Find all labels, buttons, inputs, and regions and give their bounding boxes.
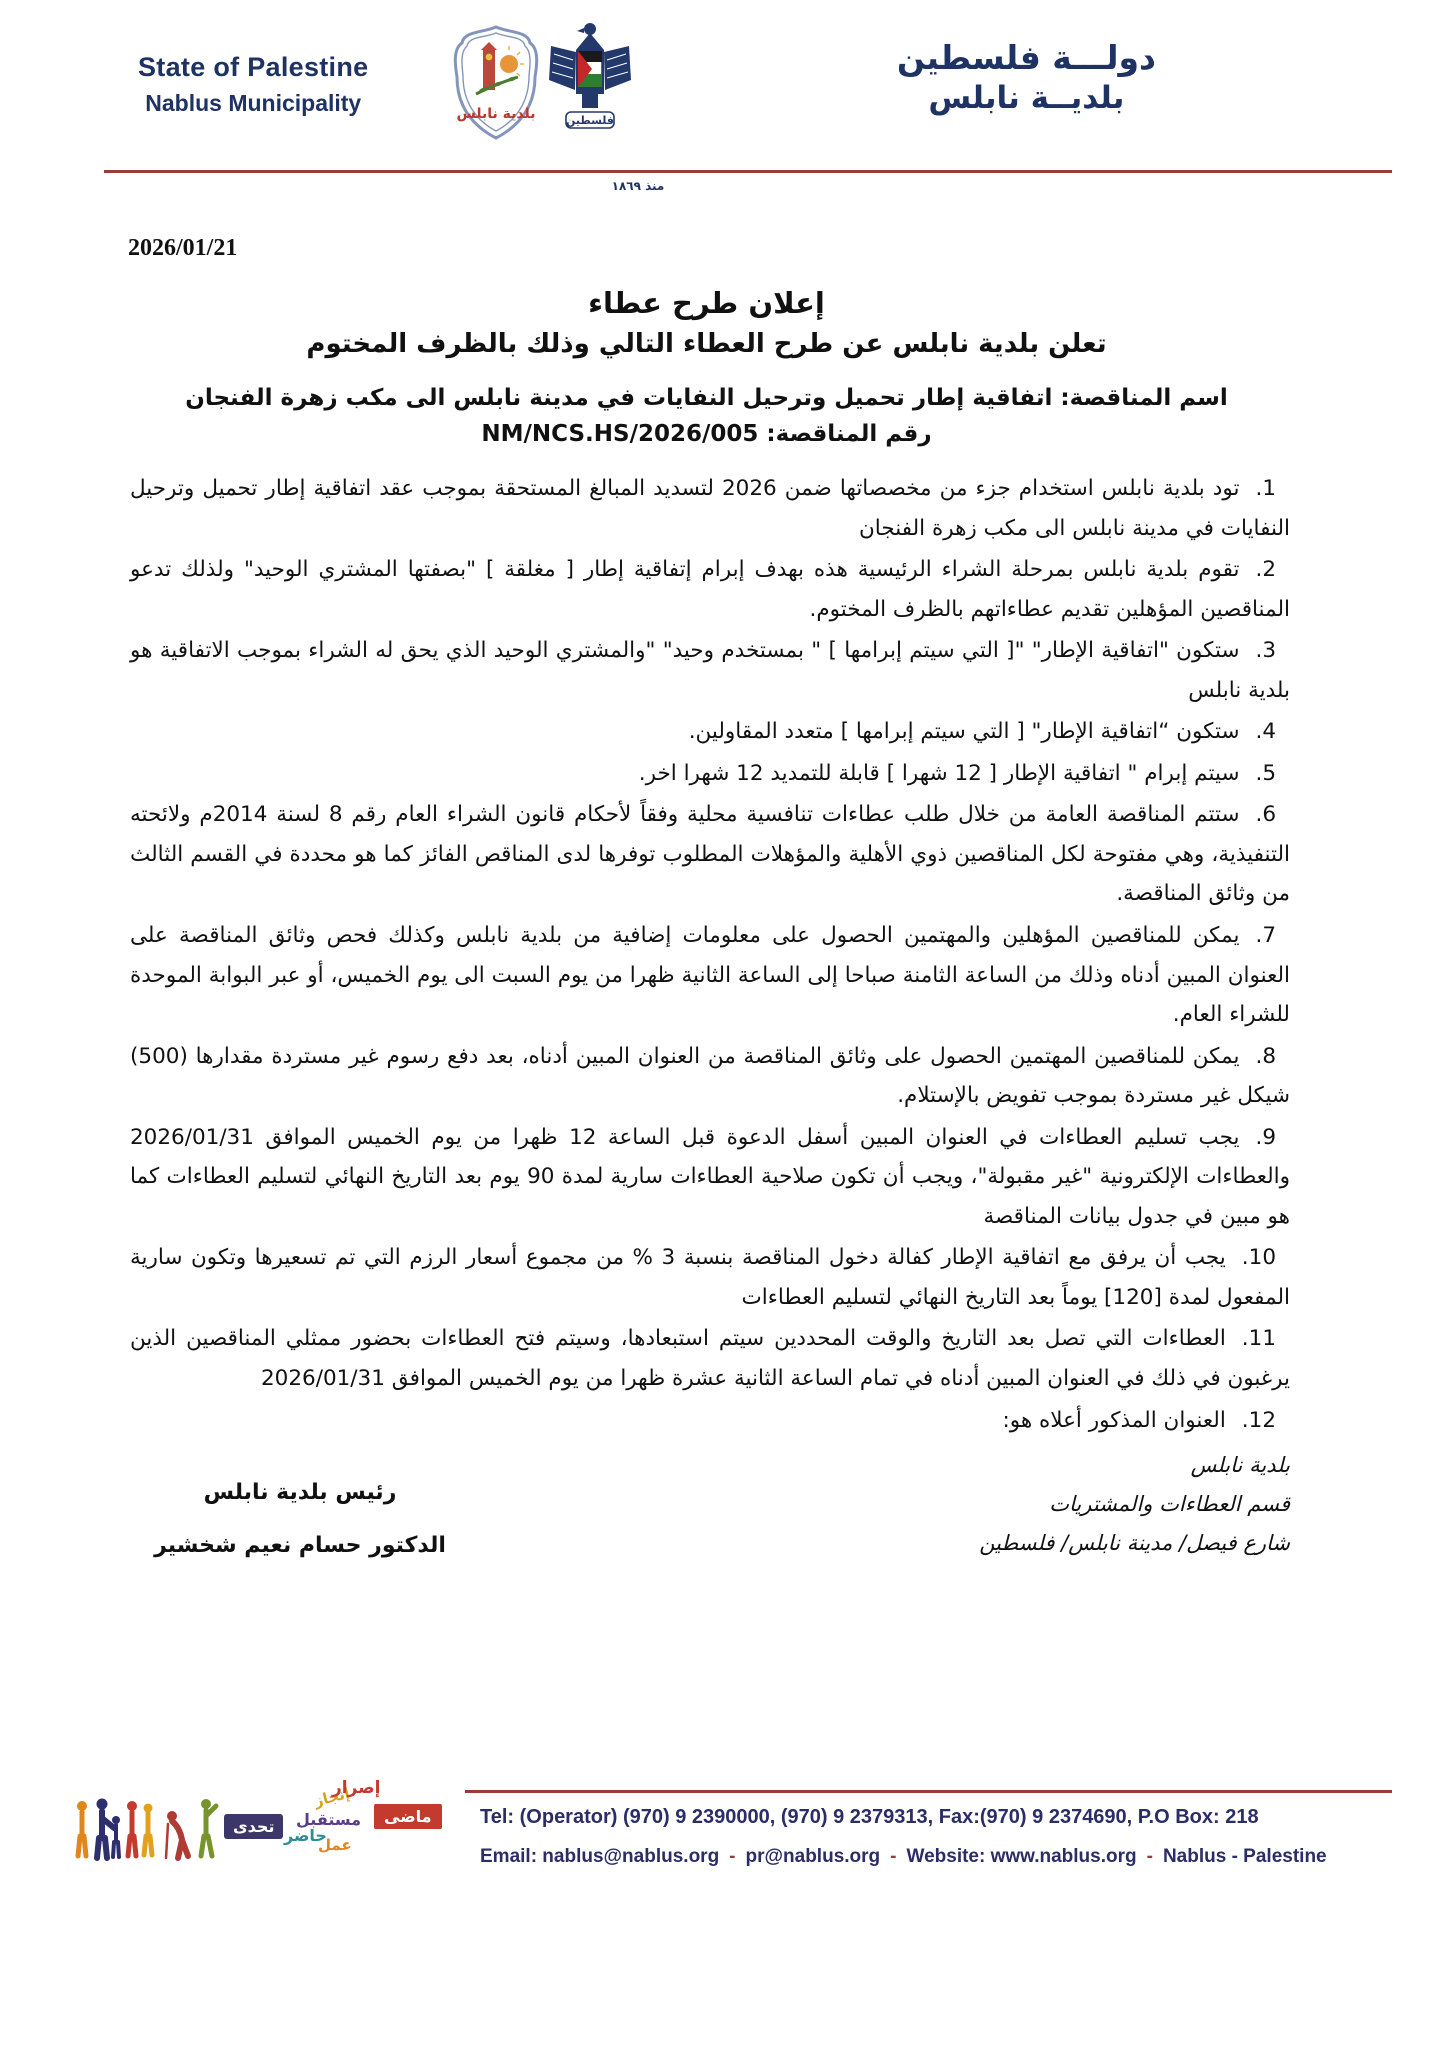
tender-condition-item xyxy=(130,631,1290,710)
letterhead xyxy=(0,0,1448,205)
item-text: يجب تسليم العطاءات في العنوان المبين أسفل الدعوة قبل الساعة 12 ظهرا من يوم الخميس الموافق 2026/01/31 والعطاءات الإلكترونية "غير مقبولة"، ويجب أن تكون صلاحية العطاءات سارية لمدة 90 يوم بعد التاريخ النهائي لتسليم العطاءات كما هو مبين في جدول بيانات المناقصة xyxy=(130,1124,1290,1229)
header-english-block xyxy=(138,52,368,117)
announcement-subtitle: تعلن بلدية نابلس عن طرح العطاء التالي وذلك بالظرف المختوم xyxy=(306,329,1107,359)
values-wordart xyxy=(222,1774,447,1874)
item-text: سيتم إبرام " اتفاقية الإطار [ 12 شهرا ] قابلة للتمديد 12 شهرا اخر. xyxy=(638,760,1240,786)
item-text: ستتم المناقصة العامة من خلال طلب عطاءات تنافسية محلية وفقاً لأحكام قانون الشراء العام رقم 8 لسنة 2014م ولائحته التنفيذية، وهي مفتوحة لكل المناقصين ذوي الأهلية والمؤهلات المطلوب توفرها لدى المناقص الفائز كما هو محددة في القسم الثالث من وثائق المناقصة. xyxy=(130,802,1290,907)
separator: - xyxy=(729,1846,736,1867)
item-text: ستكون "اتفاقية الإطار" "[ التي سيتم إبرامها ] " بمستخدم وحيد" "والمشتري الوحيد الذي يحق له الشراء بموجب الاتفاقية هو بلدية نابلس xyxy=(130,638,1290,703)
since-1869-label: منذ ١٨٦٩ xyxy=(611,179,665,193)
nablus-municipality-seal-icon xyxy=(450,24,542,144)
item-number: 10. xyxy=(1241,1245,1276,1271)
tender-condition-item xyxy=(130,550,1290,629)
item-number: 12. xyxy=(1241,1407,1276,1433)
people-silhouettes-icon xyxy=(72,1794,222,1866)
address-line: شارع فيصل/ مدينة نابلس/ فلسطين xyxy=(979,1530,1290,1555)
coat-caption: فلسطين xyxy=(566,114,614,127)
tender-condition-item xyxy=(130,916,1290,1035)
tender-conditions-list xyxy=(130,469,1290,1440)
state-of-palestine-en: State of Palestine xyxy=(138,52,369,82)
header-divider xyxy=(104,170,1392,173)
tender-condition-item xyxy=(130,1401,1290,1441)
item-number: 6. xyxy=(1255,802,1277,828)
wordart-madi: ماضى xyxy=(374,1804,442,1829)
footer xyxy=(0,1772,1448,1902)
closing-block xyxy=(130,1446,1290,1563)
item-number: 3. xyxy=(1255,638,1276,664)
footer-email-secondary: pr@nablus.org xyxy=(745,1846,881,1867)
announcement-titles xyxy=(130,286,1283,447)
tender-condition-item xyxy=(130,712,1290,752)
tender-name: اسم المناقصة: اتفاقية إطار تحميل وترحيل النفايات في مدينة نابلس الى مكب زهرة الفنجان xyxy=(185,385,1228,411)
wordart-tahadi: تحدى xyxy=(224,1814,283,1839)
item-text: يمكن للمناقصين المؤهلين والمهتمين الحصول على معلومات إضافية من بلدية نابلس وكذلك فحص وثائق المناقصة على العنوان المبين أدناه وذلك من الساعة الثامنة صباحا إلى الساعة الثانية ظهرا من يوم السبت الى يوم الخميس، أو عبر البوابة الموحدة للشراء العام. xyxy=(130,923,1290,1028)
announcement-title: إعلان طرح عطاء xyxy=(588,286,825,320)
item-text: تود بلدية نابلس استخدام جزء من مخصصاتها ضمن 2026 لتسديد المبالغ المستحقة بموجب عقد اتفاقية إطار تحميل وترحيل النفايات في مدينة نابلس الى مكب زهرة الفنجان xyxy=(130,476,1290,541)
separator: - xyxy=(890,1846,897,1867)
wordart-israr: إصرار xyxy=(332,1778,381,1798)
signature-block xyxy=(130,1446,470,1563)
item-number: 9. xyxy=(1255,1124,1276,1150)
tender-condition-item xyxy=(130,1037,1290,1116)
tender-condition-item xyxy=(130,795,1290,914)
item-number: 11. xyxy=(1241,1326,1276,1352)
palestine-coat-of-arms-icon xyxy=(546,18,634,134)
tender-condition-item xyxy=(130,469,1290,548)
tender-condition-item xyxy=(130,1319,1290,1398)
address-line: بلدية نابلس xyxy=(1190,1453,1290,1478)
footer-email-primary: Email: nablus@nablus.org xyxy=(480,1846,720,1867)
item-number: 7. xyxy=(1255,923,1276,949)
item-text: يمكن للمناقصين المهتمين الحصول على وثائق المناقصة من العنوان المبين أدناه، بعد دفع رسوم غير مستردة مقدارها (500) شيكل غير مستردة بموجب تفويض بالإستلام. xyxy=(130,1043,1290,1109)
tender-condition-item xyxy=(130,1238,1290,1317)
item-number: 4. xyxy=(1255,719,1276,745)
footer-divider xyxy=(465,1790,1392,1793)
footer-contact-line xyxy=(480,1846,1327,1868)
item-text: ستكون “اتفاقية الإطار" [ التي سيتم إبرامها ] متعدد المقاولين. xyxy=(688,719,1240,745)
nablus-municipality-ar: بلديــة نابلس xyxy=(928,80,1125,116)
item-text: تقوم بلدية نابلس بمرحلة الشراء الرئيسية هذه بهدف إبرام إتفاقية إطار [ مغلقة ] "بصفتها المشتري الوحيد" ولذلك تدعو المناقصين المؤهلين تقديم عطاءاتهم بالظرف المختوم. xyxy=(130,557,1290,622)
tender-condition-item xyxy=(130,1118,1290,1237)
footer-website: Website: www.nablus.org xyxy=(906,1846,1137,1867)
item-text: العنوان المذكور أعلاه هو: xyxy=(1002,1407,1226,1433)
item-text: يجب أن يرفق مع اتفاقية الإطار كفالة دخول المناقصة بنسبة 3 % من مجموع أسعار الرزم التي تم تسعيرها وتكون سارية المفعول لمدة [120] يوماً بعد التاريخ النهائي لتسليم العطاءات xyxy=(130,1245,1290,1310)
item-number: 5. xyxy=(1255,760,1276,786)
signatory-name: الدكتور حسام نعيم شخشير xyxy=(154,1533,446,1559)
wordart-hader: حاضر xyxy=(284,1826,327,1845)
item-number: 2. xyxy=(1255,557,1276,583)
item-number: 1. xyxy=(1255,476,1276,501)
wordart-amal: عمل xyxy=(318,1836,352,1854)
item-number: 8. xyxy=(1255,1043,1276,1069)
footer-location: Nablus - Palestine xyxy=(1162,1846,1327,1867)
state-of-palestine-ar: دولـــة فلسطين xyxy=(896,38,1156,77)
address-block xyxy=(470,1446,1290,1563)
wordart-mustaqbal: مستقبل xyxy=(296,1810,362,1829)
header-arabic-block xyxy=(897,38,1156,116)
tender-number: رقم المناقصة: NM/NCS.HS/2026/005 xyxy=(481,421,932,447)
tender-condition-item xyxy=(130,754,1290,794)
signatory-title: رئيس بلدية نابلس xyxy=(203,1480,397,1506)
wordart-injaz: إنجاز xyxy=(312,1783,352,1811)
item-text: العطاءات التي تصل بعد التاريخ والوقت المحددين سيتم استبعادها، وسيتم فتح العطاءات بحضور ممثلي المناقصين الذين يرغبون في ذلك في العنوان المبين أدناه في تمام الساعة الثانية عشرة ظهرا من يوم الخميس الموافق 2026/01/31 xyxy=(130,1326,1290,1392)
sun-icon xyxy=(500,55,518,73)
nablus-municipality-en: Nablus Municipality xyxy=(145,90,362,116)
footer-phone-line: Tel: (Operator) (970) 9 2390000, (970) 9 2379313, Fax:(970) 9 2374690, P.O Box: 218 xyxy=(480,1806,1259,1828)
address-line: قسم العطاءات والمشتريات xyxy=(1049,1491,1290,1516)
seal-caption: بلدية نابلس xyxy=(456,106,536,122)
separator: - xyxy=(1146,1846,1153,1867)
document-date: 2026/01/21 xyxy=(128,235,238,261)
